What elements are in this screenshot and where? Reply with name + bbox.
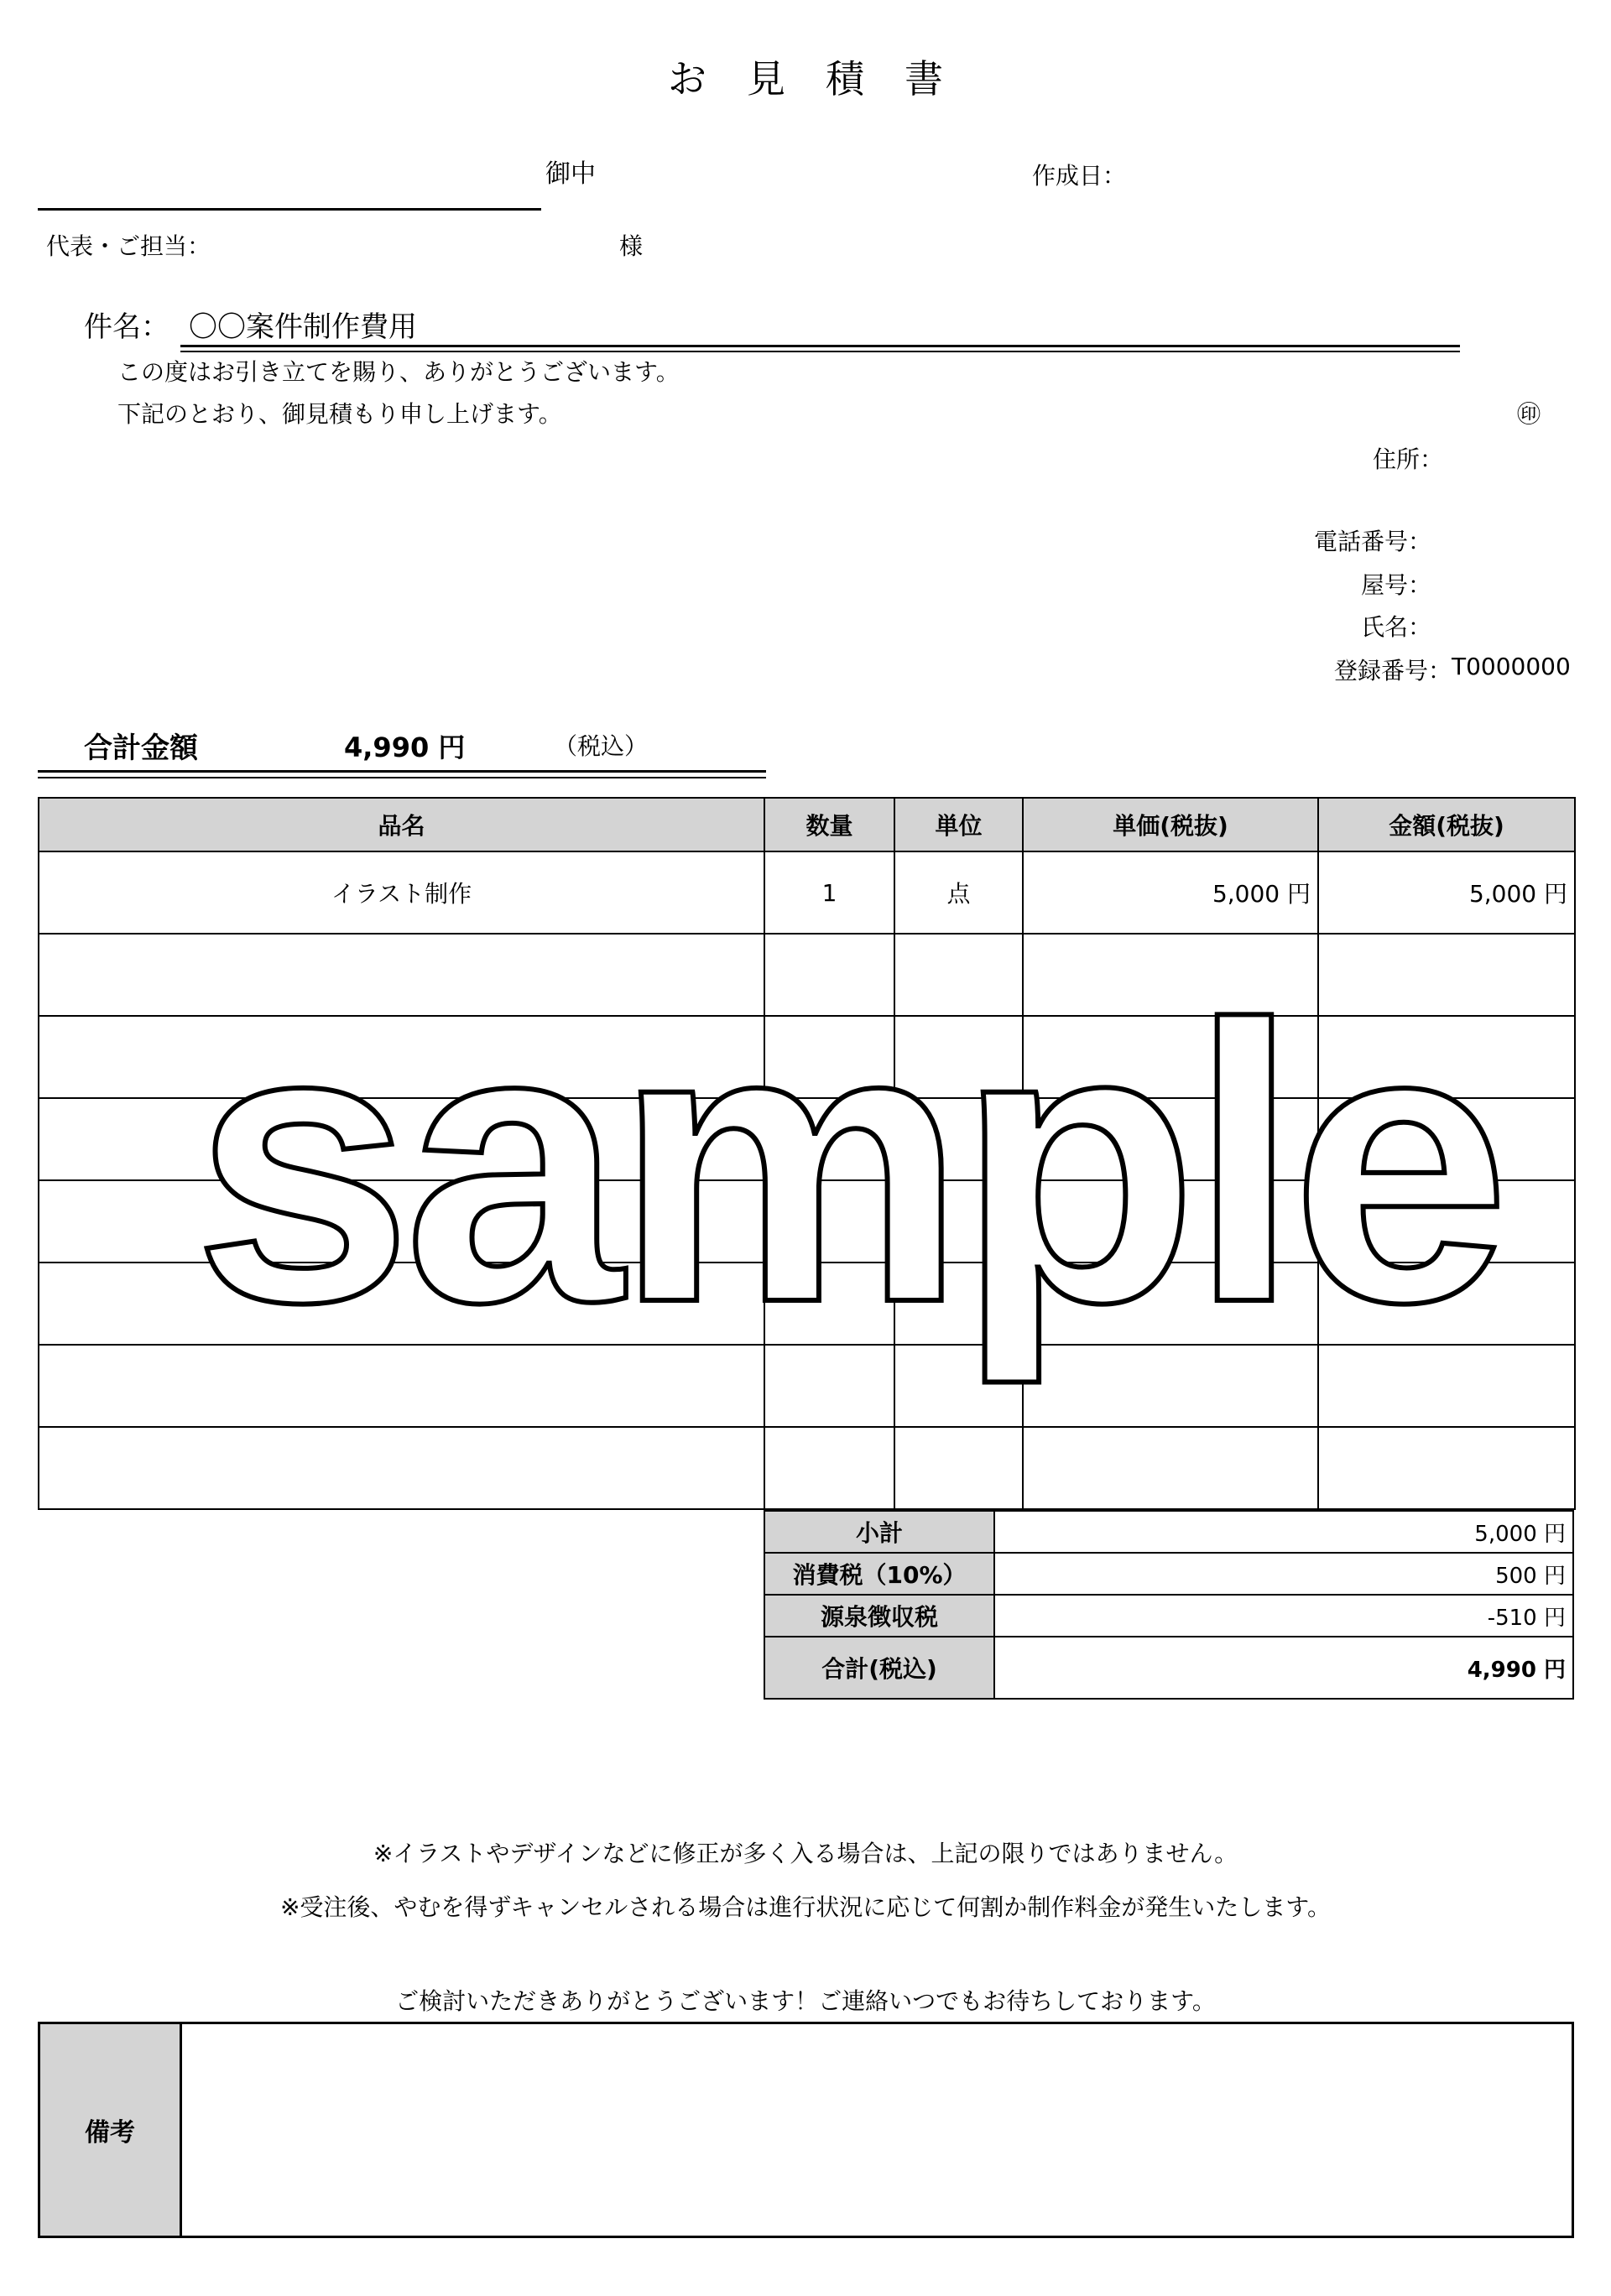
- cell-unit-price: [1023, 934, 1318, 1016]
- cell-item-name: [39, 1098, 764, 1180]
- total-underline-2: [38, 777, 766, 778]
- remarks-field[interactable]: [181, 2023, 1573, 2237]
- cell-quantity: [764, 1180, 894, 1263]
- cell-amount: [1318, 1098, 1575, 1180]
- cell-amount: [1318, 1180, 1575, 1263]
- withholding-row: [764, 1595, 1573, 1637]
- honorific: 様: [619, 232, 644, 260]
- table-row: [39, 1016, 1575, 1098]
- shop-name-label: 屋号：: [1360, 571, 1431, 599]
- table-row: [39, 1180, 1575, 1263]
- document-title: お見積書: [668, 56, 983, 102]
- cell-item-name: [39, 934, 764, 1016]
- subtotal-value: 5,000 円: [994, 1511, 1573, 1553]
- grand-total-row: [764, 1637, 1573, 1699]
- header-unit-price: 単価(税抜): [1023, 798, 1318, 851]
- cell-amount: [1318, 1263, 1575, 1345]
- header-amount: 金額(税抜): [1318, 798, 1575, 851]
- grand-total-value: 4,990 円: [994, 1637, 1573, 1699]
- registration-label: 登録番号：: [1333, 657, 1452, 685]
- cell-unit: [894, 1016, 1023, 1098]
- tax-row: [764, 1553, 1573, 1595]
- cell-unit-price: [1023, 1345, 1318, 1427]
- table-row: [39, 1427, 1575, 1509]
- withholding-value: -510 円: [994, 1595, 1573, 1637]
- cell-quantity: [764, 1427, 894, 1509]
- remarks-label: 備考: [39, 2023, 181, 2237]
- cell-unit-price: [1023, 1263, 1318, 1345]
- total-tax-note: （税込）: [554, 732, 649, 760]
- cell-item-name: [39, 1427, 764, 1509]
- address-label: 住所：: [1372, 445, 1443, 473]
- tax-value: 500 円: [994, 1553, 1573, 1595]
- header-unit: 単位: [894, 798, 1023, 851]
- cell-quantity: [764, 1098, 894, 1180]
- cell-quantity: [764, 934, 894, 1016]
- cell-unit-price: 5,000 円: [1023, 851, 1318, 934]
- cell-quantity: [764, 1016, 894, 1098]
- cell-quantity: [764, 1345, 894, 1427]
- footer-note-1: ※イラストやデザインなどに修正が多く入る場合は、上記の限りではありません。: [373, 1840, 1238, 1867]
- table-row: [39, 934, 1575, 1016]
- cell-amount: [1318, 1016, 1575, 1098]
- subject-underline: [180, 345, 1460, 347]
- representative-label: 代表・ご担当：: [46, 232, 211, 260]
- phone-label: 電話番号：: [1313, 528, 1431, 555]
- cell-amount: [1318, 934, 1575, 1016]
- created-date-label: 作成日：: [1032, 162, 1127, 190]
- watermark-text: sample: [193, 956, 1502, 1384]
- table-row: [39, 851, 1575, 934]
- footer-note-2: ※受注後、やむを得ずキャンセルされる場合は進行状況に応じて何割か制作料金が発生いたします。: [279, 1893, 1332, 1921]
- total-amount-label: 合計金額: [84, 731, 198, 765]
- thanks-message: ご検討いただきありがとうございます！ご連絡いつでもお待ちしております。: [395, 1987, 1216, 2015]
- cell-unit: [894, 1427, 1023, 1509]
- items-header-row: [39, 798, 1575, 851]
- greeting-line-2: 下記のとおり、御見積もり申し上げます。: [117, 400, 562, 428]
- cell-unit-price: [1023, 1098, 1318, 1180]
- summary-table: [764, 1510, 1574, 1700]
- cell-amount: [1318, 1345, 1575, 1427]
- cell-item-name: [39, 1016, 764, 1098]
- remarks-box: [38, 2022, 1574, 2238]
- cell-unit: [894, 934, 1023, 1016]
- cell-item-name: イラスト制作: [39, 851, 764, 934]
- cell-item-name: [39, 1263, 764, 1345]
- cell-unit-price: [1023, 1427, 1318, 1509]
- subject-value: 〇〇案件制作費用: [189, 310, 417, 344]
- total-underline: [38, 770, 766, 773]
- cell-unit: [894, 1345, 1023, 1427]
- table-row: [39, 1263, 1575, 1345]
- header-item-name: 品名: [39, 798, 764, 851]
- total-amount-value: 4,990 円: [344, 731, 466, 763]
- cell-unit: 点: [894, 851, 1023, 934]
- subject-underline-2: [180, 351, 1460, 352]
- recipient-suffix: 御中: [545, 159, 596, 189]
- items-table: [38, 797, 1576, 1510]
- recipient-underline: [38, 208, 541, 211]
- cell-unit: [894, 1098, 1023, 1180]
- cell-amount: [1318, 1427, 1575, 1509]
- subtotal-label: 小計: [764, 1511, 994, 1553]
- grand-total-label: 合計(税込): [764, 1637, 994, 1699]
- cell-quantity: 1: [764, 851, 894, 934]
- greeting-line-1: この度はお引き立てを賜り、ありがとうございます。: [117, 358, 680, 386]
- withholding-label: 源泉徴収税: [764, 1595, 994, 1637]
- cell-unit-price: [1023, 1180, 1318, 1263]
- cell-quantity: [764, 1263, 894, 1345]
- cell-item-name: [39, 1345, 764, 1427]
- tax-label: 消費税（10%）: [764, 1553, 994, 1595]
- registration-number: T0000000: [1452, 653, 1571, 680]
- cell-amount: 5,000 円: [1318, 851, 1575, 934]
- table-row: [39, 1345, 1575, 1427]
- subtotal-row: [764, 1511, 1573, 1553]
- cell-unit: [894, 1180, 1023, 1263]
- table-row: [39, 1098, 1575, 1180]
- cell-unit-price: [1023, 1016, 1318, 1098]
- seal-mark: ㊞: [1517, 400, 1541, 428]
- cell-unit: [894, 1263, 1023, 1345]
- subject-label: 件名：: [84, 310, 169, 344]
- person-name-label: 氏名：: [1360, 613, 1431, 641]
- cell-item-name: [39, 1180, 764, 1263]
- header-quantity: 数量: [764, 798, 894, 851]
